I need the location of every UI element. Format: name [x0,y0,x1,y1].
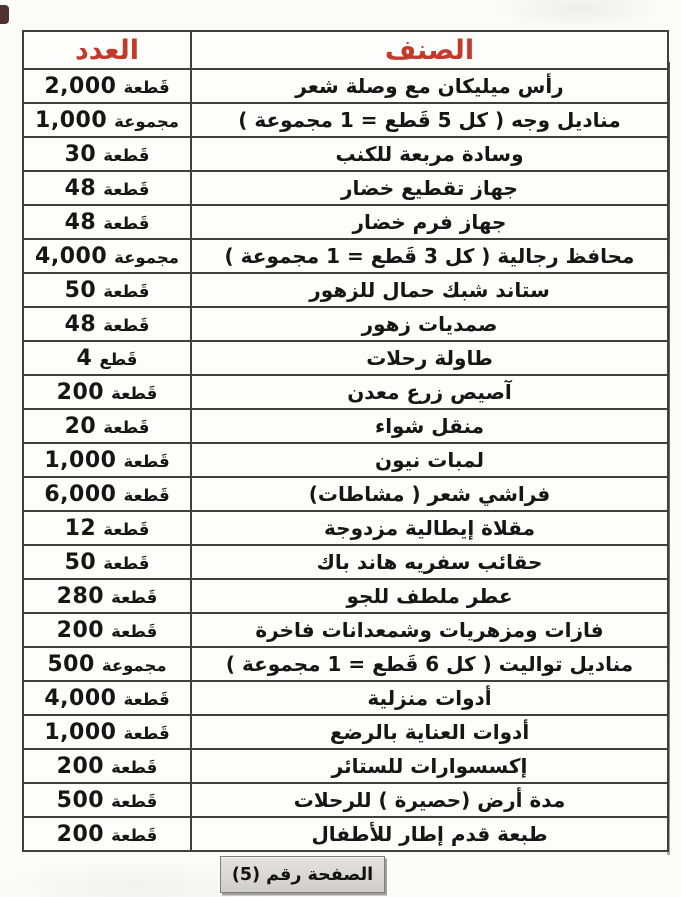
item-quantity: 500 [56,787,105,813]
table-row [23,443,668,477]
item-name-cell [191,341,668,375]
item-name-cell [191,477,668,511]
item-count [65,210,150,235]
item-count-cell [23,749,191,783]
table-row [23,341,668,375]
item-unit: قَطعة [111,825,158,845]
item-unit: قَطعة [103,519,150,539]
table-row [23,171,668,205]
item-quantity: 50 [64,549,97,575]
table-row [23,715,668,749]
item-count [57,618,158,643]
item-name: مقلاة إيطالية مزدوجة [324,516,535,540]
item-count-cell [23,545,191,579]
item-quantity: 30 [64,141,97,167]
item-unit: قَطعة [103,315,150,335]
item-name-cell [191,443,668,477]
item-count-cell [23,341,191,375]
item-unit: قَطعة [111,587,158,607]
item-count-cell [23,103,191,137]
item-count [65,414,150,439]
table-row [23,613,668,647]
item-name-cell [191,137,668,171]
item-count-cell [23,409,191,443]
item-count-cell [23,137,191,171]
item-quantity: 1,000 [44,447,117,473]
item-name: فازات ومزهريات وشمعدانات فاخرة [255,618,604,642]
item-name-cell [191,205,668,239]
item-quantity: 48 [64,311,97,337]
item-unit: قَطعة [123,451,170,471]
item-unit: قَطعة [103,145,150,165]
item-name: جهاز فرم خضار [352,210,507,234]
item-quantity: 12 [64,515,97,541]
item-name: رأس ميليكان مع وصلة شعر [295,74,564,98]
item-name-cell [191,681,668,715]
item-name: مدة أرض (حصيرة ) للرحلات [293,788,566,812]
item-name-cell [191,171,668,205]
item-name-cell [191,817,668,851]
page-number-label: الصفحة رقم (5) [231,864,374,885]
item-quantity: 200 [56,821,105,847]
item-name-cell [191,579,668,613]
table-row [23,477,668,511]
item-count [57,754,158,779]
item-quantity: 280 [56,583,105,609]
item-unit: مجموعة [114,111,179,131]
item-count-cell [23,511,191,545]
table-row [23,749,668,783]
item-count-cell [23,205,191,239]
item-quantity: 4 [76,345,93,371]
item-name-cell [191,307,668,341]
table-row [23,817,668,851]
item-quantity: 200 [56,617,105,643]
item-name: لمبات نيون [375,448,484,472]
item-count [35,108,179,133]
item-name: حقائب سفريه هاند باك [316,550,543,574]
item-name-cell [191,715,668,749]
item-name: محافظ رجالية ( كل 3 قَطع = 1 مجموعة ) [224,244,635,268]
item-name: فراشي شعر ( مشاطات) [308,482,551,506]
item-quantity: 20 [64,413,97,439]
item-unit: قَطعة [123,77,170,97]
item-quantity: 48 [64,175,97,201]
item-unit: قَطعة [103,553,150,573]
item-name: أدوات منزلية [367,686,492,710]
item-count [44,686,169,711]
table-row [23,545,668,579]
item-count-cell [23,239,191,273]
item-name-cell [191,103,668,137]
item-quantity: 1,000 [35,107,108,133]
item-name-cell [191,239,668,273]
item-unit: قَطعة [103,213,150,233]
table-row [23,681,668,715]
item-name-cell [191,511,668,545]
item-quantity: 1,000 [44,719,117,745]
item-name-cell [191,409,668,443]
item-unit: قَطعة [123,485,170,505]
item-name: صمديات زهور [361,312,498,336]
table-row [23,103,668,137]
item-count [65,278,150,303]
item-count [44,482,169,507]
item-count-cell [23,273,191,307]
table-row [23,137,668,171]
item-name: مناديل تواليت ( كل 6 قَطع = 1 مجموعة ) [225,652,634,676]
item-count [44,448,169,473]
item-unit: قَطعة [103,281,150,301]
item-count-cell [23,171,191,205]
item-name-cell [191,273,668,307]
table-row [23,205,668,239]
item-unit: قَطعة [103,417,150,437]
item-count-cell [23,375,191,409]
table-row [23,783,668,817]
item-count-cell [23,613,191,647]
item-count-cell [23,477,191,511]
item-quantity: 200 [56,379,105,405]
item-name-cell [191,375,668,409]
item-name: جهاز تقطيع خضار [341,176,518,200]
item-unit: قَطعة [111,383,158,403]
item-name: أدوات العناية بالرضع [329,720,530,744]
item-quantity: 2,000 [44,73,117,99]
item-count [57,584,158,609]
item-count [47,652,166,677]
item-unit: قَطع [99,349,138,369]
table-row [23,375,668,409]
item-name: منقل شواء [374,414,485,438]
item-count [35,244,179,269]
item-name-cell [191,647,668,681]
item-name-cell [191,783,668,817]
item-name: طبعة قدم إطار للأطفال [311,822,548,846]
item-count [57,380,158,405]
header-row [23,31,668,69]
table-row [23,69,668,103]
item-count [65,312,150,337]
column-header-item: الصنف [191,31,668,69]
item-unit: قَطعة [111,757,158,777]
item-quantity: 4,000 [35,243,108,269]
item-name: طاولة رحلات [366,346,493,370]
table-row [23,273,668,307]
item-count [57,788,158,813]
scan-corner-artifact [0,5,9,24]
table-row [23,511,668,545]
item-count [44,720,169,745]
item-quantity: 48 [64,209,97,235]
item-unit: قَطعة [123,723,170,743]
item-unit: قَطعة [123,689,170,709]
item-unit: قَطعة [111,621,158,641]
table-row [23,239,668,273]
item-count-cell [23,443,191,477]
item-count [65,516,150,541]
table-row [23,579,668,613]
item-count-cell [23,681,191,715]
item-quantity: 4,000 [44,685,117,711]
item-unit: مجموعة [114,247,179,267]
item-quantity: 200 [56,753,105,779]
column-header-count: العدد [23,31,191,69]
inventory-table [22,30,669,852]
table-row [23,307,668,341]
item-name-cell [191,545,668,579]
item-name: وسادة مربعة للكنب [335,142,524,166]
item-name-cell [191,749,668,783]
item-name: آصيص زرع معدن [347,380,512,404]
item-name: ستاند شبك حمال للزهور [309,278,550,302]
item-count [65,550,150,575]
table-row [23,647,668,681]
item-count-cell [23,783,191,817]
table-body [23,69,668,851]
item-count [65,176,150,201]
item-count [65,142,150,167]
item-count-cell [23,69,191,103]
item-count-cell [23,715,191,749]
item-unit: قَطعة [111,791,158,811]
item-quantity: 6,000 [44,481,117,507]
item-count-cell [23,307,191,341]
table-row [23,409,668,443]
item-count-cell [23,817,191,851]
item-name: إكسسوارات للستائر [331,754,528,778]
item-unit: قَطعة [103,179,150,199]
item-count-cell [23,579,191,613]
page-number-box [220,856,385,893]
item-count [44,74,169,99]
item-count [57,822,158,847]
item-unit: مجموعة [101,655,167,675]
item-name: عطر ملطف للجو [346,584,513,608]
item-name-cell [191,69,668,103]
item-quantity: 50 [64,277,97,303]
item-count [77,346,138,371]
item-count-cell [23,647,191,681]
item-quantity: 500 [47,651,95,677]
item-name: مناديل وجه ( كل 5 قَطع = 1 مجموعة ) [238,108,621,132]
item-name-cell [191,613,668,647]
